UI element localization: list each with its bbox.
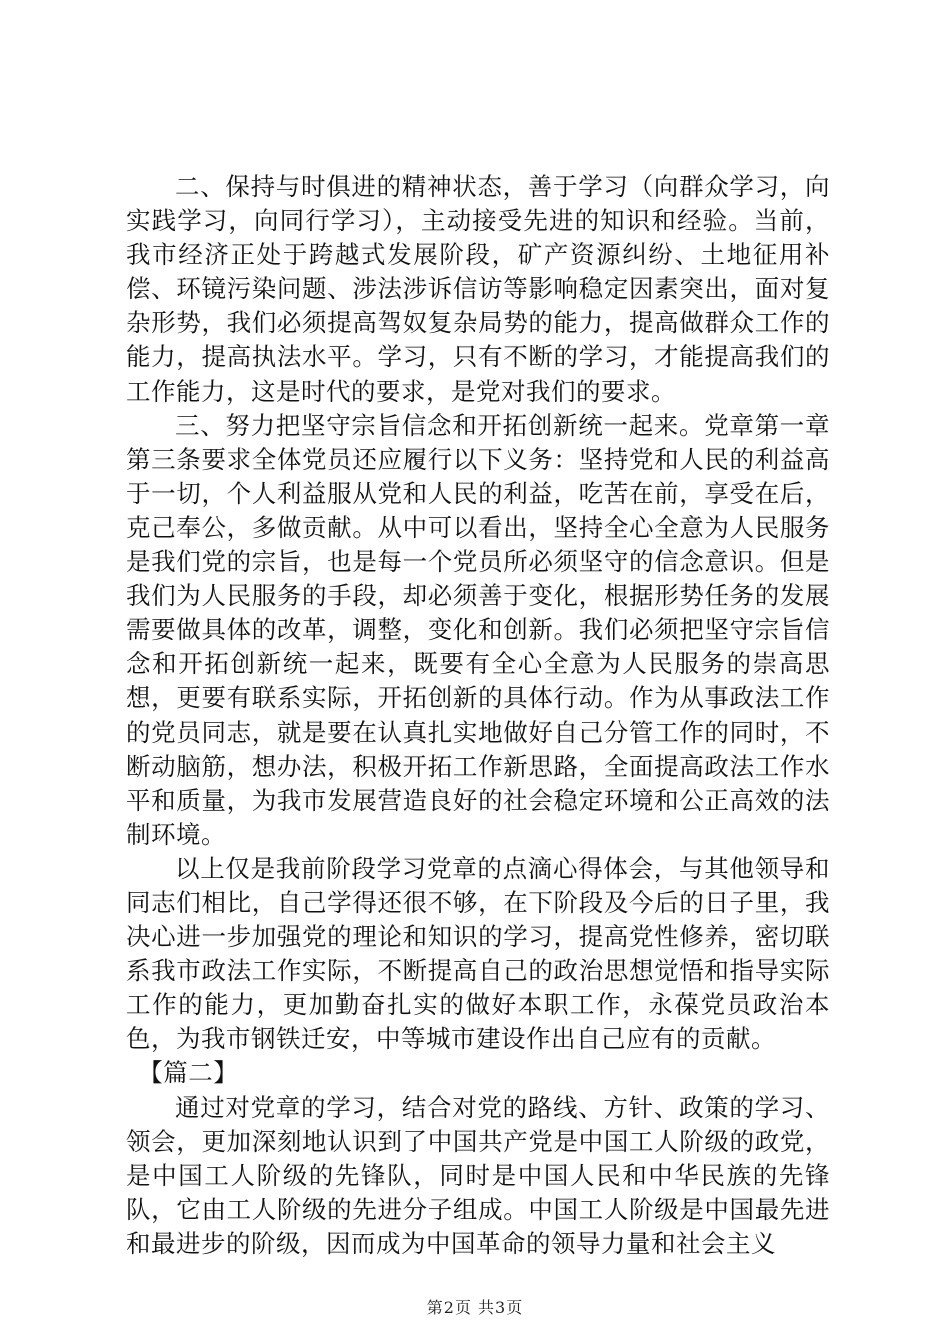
paragraph-conclusion: 以上仅是我前阶段学习党章的点滴心得体会，与其他领导和同志们相比，自己学得还很不够，在下阶段及今后的日子里，我决心进一步加强党的理论和知识的学习，提高党性修养，密切联系我市政法工作实际，不断提高自己的政治思想觉悟和指导实际工作的能力，更加勤奋扎实的做好本职工作，永葆党员政治本色，为我市钢铁迁安，中等城市建设作出自己应有的贡献。 [126,853,830,1054]
section-heading: 【篇二】 [138,1058,239,1088]
paragraph-part-two-intro: 通过对党章的学习，结合对党的路线、方针、政策的学习、领会，更加深刻地认识到了中国共产党是中国工人阶级的政党，是中国工人阶级的先锋队，同时是中国人民和中华民族的先锋队，它由工人阶级的先进分子组成。中国工人阶级是中国最先进和最进步的阶级，因而成为中国革命的领导力量和社会主义 [126,1092,830,1258]
paragraph-section-two: 二、保持与时俱进的精神状态，善于学习（向群众学习，向实践学习，向同行学习），主动接受先进的知识和经验。当前，我市经济正处于跨越式发展阶段，矿产资源纠纷、土地征用补偿、环镜污染问题、涉法涉诉信访等影响稳定因素突出，面对复杂形势，我们必须提高驾奴复杂局势的能力，提高做群众工作的能力，提高执法水平。学习，只有不断的学习，才能提高我们的工作能力，这是时代的要求，是党对我们的要求。 [126,172,830,406]
page-number-footer: 第2页 共3页 [426,1298,524,1317]
document-body [126,170,830,1261]
paragraph-section-three: 三、努力把坚守宗旨信念和开拓创新统一起来。党章第一章第三条要求全体党员还应履行以下义务：坚持党和人民的利益高于一切，个人利益服从党和人民的利益，吃苦在前，享受在后，克己奉公，多做贡献。从中可以看出，坚持全心全意为人民服务是我们党的宗旨，也是每一个党员所必须坚守的信念意识。但是我们为人民服务的手段，却必须善于变化，根据形势任务的发展需要做具体的改革，调整，变化和创新。我们必须把坚守宗旨信念和开拓创新统一起来，既要有全心全意为人民服务的崇高思想，更要有联系实际，开拓创新的具体行动。作为从事政法工作的党员同志，就是要在认真扎实地做好自己分管工作的同时，不断动脑筋，想办法，积极开拓工作新思路，全面提高政法工作水平和质量，为我市发展营造良好的社会稳定环境和公正高效的法制环境。 [126,410,830,849]
